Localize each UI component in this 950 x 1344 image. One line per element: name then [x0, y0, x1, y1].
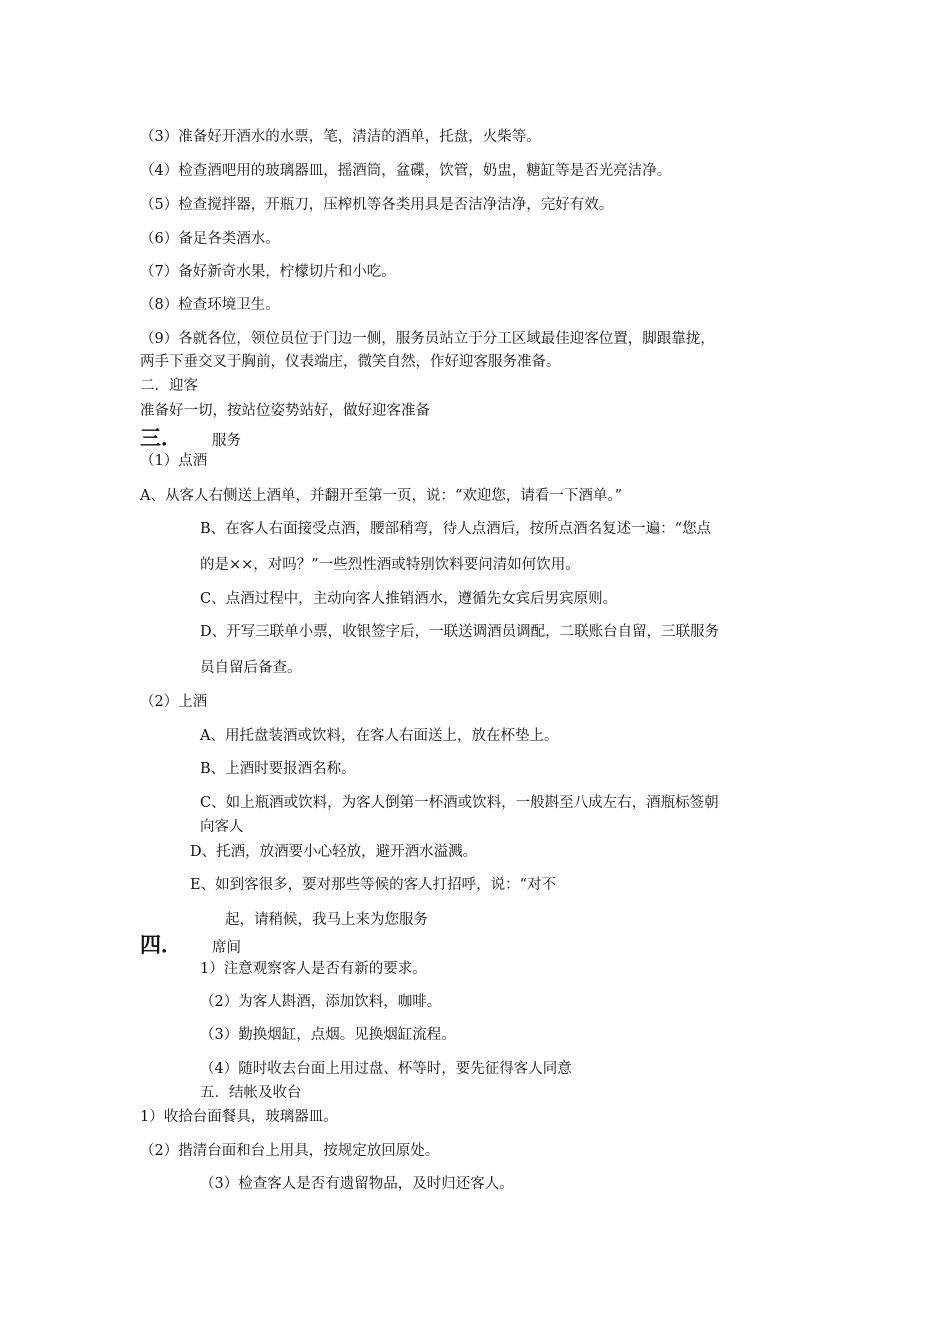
subsection-order-heading: （1）点酒	[140, 453, 208, 469]
prep-item-6: （6）备足各类酒水。	[140, 231, 280, 247]
serve-step-e-line1: E、如到客很多，要对那些等候的客人打招呼，说：“对不	[190, 877, 556, 893]
table-service-item-2: （2）为客人斟酒，添加饮料，咖啡。	[200, 994, 442, 1010]
checkout-item-1: 1）收拾台面餐具，玻璃器皿。	[140, 1109, 338, 1125]
prep-item-3: （3）准备好开酒水的水票，笔，清洁的酒单，托盘，火柴等。	[140, 129, 541, 145]
checkout-item-3: （3）检查客人是否有遗留物品，及时归还客人。	[200, 1176, 514, 1192]
order-step-b-line2: 的是××，对吗？”一些烈性酒或特别饮料要问清如何饮用。	[200, 557, 580, 573]
serve-step-b: B、上酒时要报酒名称。	[200, 761, 356, 777]
serve-step-c-line1: C、如上瓶酒或饮料，为客人倒第一杯酒或饮料，一般斟至八成左右，酒瓶标签朝	[200, 795, 719, 811]
table-service-item-4: （4）随时收去台面上用过盘、杯等时，要先征得客人同意	[200, 1061, 572, 1077]
order-step-d-line1: D、开写三联单小票，收银签字后，一联送调酒员调配，二联账台自留，三联服务	[200, 624, 720, 640]
serve-step-c-line2: 向客人	[200, 819, 244, 835]
table-service-item-3: （3）勤换烟缸，点烟。见换烟缸流程。	[200, 1027, 456, 1043]
section-2-heading: 二．迎客	[140, 378, 198, 394]
subsection-serve-heading: （2）上酒	[140, 694, 208, 710]
serve-step-d: D、托酒，放酒要小心轻放，避开酒水溢溅。	[190, 844, 478, 860]
prep-item-7: （7）备好新奇水果，柠檬切片和小吃。	[140, 264, 396, 280]
checkout-item-2: （2）揩清台面和台上用具，按规定放回原处。	[140, 1143, 440, 1159]
section-4-number: 四．	[140, 932, 182, 957]
section-4-heading	[140, 933, 241, 957]
prep-item-9-line2: 两手下垂交叉于胸前，仪表端庄，微笑自然，作好迎客服务准备。	[140, 354, 561, 370]
order-step-b-line1: B、在客人右面接受点酒，腰部稍弯，待人点酒后，按所点酒名复述一遍：“您点	[200, 521, 712, 537]
order-step-d-line2: 员自留后备查。	[200, 660, 302, 676]
section-5-heading: 五．结帐及收台	[200, 1085, 302, 1101]
section-3-title: 服务	[212, 433, 241, 449]
prep-item-5: （5）检查搅拌器，开瓶刀，压榨机等各类用具是否洁净洁净，完好有效。	[140, 197, 614, 213]
order-step-a: A、从客人右侧送上酒单，并翻开至第一页，说：“欢迎您，请看一下酒单。”	[140, 488, 623, 504]
prep-item-4: （4）检查酒吧用的玻璃器皿，摇酒筒，盆碟，饮管，奶盅，糖缸等是否光亮洁净。	[140, 163, 672, 179]
serve-step-a: A、用托盘装酒或饮料，在客人右面送上，放在杯垫上。	[200, 728, 559, 744]
prep-item-8: （8）检查环境卫生。	[140, 297, 280, 313]
serve-step-e-line2: 起，请稍候，我马上来为您服务	[225, 912, 428, 928]
section-3-number: 三．	[140, 425, 182, 450]
section-2-text: 准备好一切，按站位姿势站好，做好迎客准备	[140, 403, 430, 419]
order-step-c: C、点酒过程中，主动向客人推销酒水，遵循先女宾后男宾原则。	[200, 591, 618, 607]
prep-item-9-line1: （9）各就各位，领位员位于门边一侧，服务员站立于分工区域最佳迎客位置，脚跟靠拢，	[140, 331, 715, 347]
section-3-heading	[140, 426, 241, 450]
section-4-title: 席间	[212, 940, 241, 956]
table-service-item-1: 1）注意观察客人是否有新的要求。	[200, 961, 427, 977]
